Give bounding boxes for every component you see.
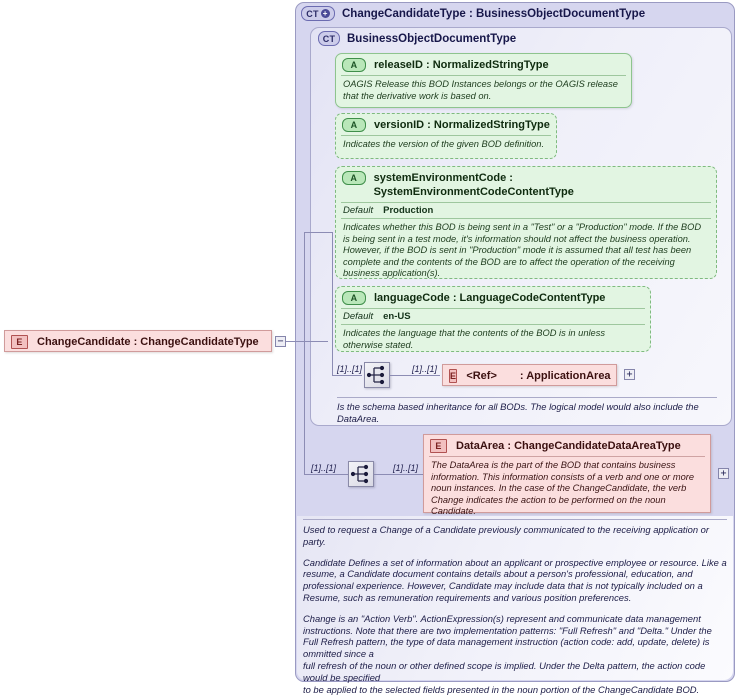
attribute-box-versionid[interactable]: [335, 113, 557, 159]
doc-paragraph: Is the schema based inheritance for all BODs. The logical model would also include the DataArea.: [337, 401, 699, 424]
occurrence-label-right-applicationarea: [1]..[1]: [412, 364, 438, 374]
attribute-badge-icon: A: [342, 291, 366, 305]
doc-paragraph-4: full refresh of the noun or other defined scope is implied. Under the Delta pattern, the action code would be specified: [303, 659, 706, 683]
element-doc-dataarea: The DataArea is the part of the BOD that contains business information. This information consists of a verb and one or more noun instances. In the case of the ChangeCandidate, the verb Change indicates the action to be performed on the noun Candidate.: [431, 460, 695, 516]
sequence-compositor-icon[interactable]: [364, 362, 390, 388]
attribute-header-languagecode: [336, 287, 650, 308]
attribute-default-row-systemenvironmentcode: [336, 203, 716, 218]
attribute-header-releaseid: [336, 54, 631, 75]
connector-line: [332, 375, 362, 376]
default-value: en-US: [383, 311, 411, 322]
attribute-box-releaseid[interactable]: [335, 53, 632, 108]
element-ref-label: <Ref>: [466, 370, 497, 382]
element-type-label-applicationarea: : ApplicationArea: [519, 370, 611, 382]
sequence-compositor-icon-2[interactable]: [348, 461, 374, 487]
default-label: Default: [343, 205, 374, 216]
default-label: Default: [343, 311, 374, 322]
element-header-dataarea: [424, 435, 710, 456]
attribute-default-row-languagecode: [336, 309, 650, 324]
connector-line: [304, 474, 348, 475]
element-badge-icon: E: [450, 371, 457, 381]
attribute-header-systemenvironmentcode: [336, 167, 716, 202]
expand-toggle-dataarea[interactable]: +: [718, 468, 729, 479]
divider: [303, 519, 727, 520]
collapse-toggle-changecandidate[interactable]: −: [275, 336, 286, 347]
complextype-title-businessobjectdocumenttype: [318, 31, 516, 46]
occurrence-label-left-dataarea: [1]..[1]: [311, 463, 337, 473]
complextype-badge-icon: CT +: [301, 6, 335, 21]
expand-toggle-applicationarea[interactable]: +: [624, 369, 635, 380]
attribute-doc-systemenvironmentcode: Indicates whether this BOD is being sent in a "Test" or a "Production" mode. If the BOD is being sent in a test mode, it's information should not affect the business operation. However, if the BOD is sent in "Production" mode it is assumed that all test has been complete and the contents of the BOD are to affect the operation of the receiving business application(s).: [343, 222, 702, 278]
element-header-changecandidate: [5, 331, 271, 352]
attribute-label-versionid: versionID : NormalizedStringType: [374, 119, 550, 131]
connector-line: [374, 474, 424, 475]
element-badge-icon: E: [430, 439, 447, 453]
element-box-changecandidate[interactable]: [4, 330, 272, 352]
doc-paragraph-2: Candidate Defines a set of information about an applicant or prospective employee or resource. Like a resume, a Candidate document contains details about a person's professional, education, and professional experience. However, Candidate may include data that is not typically included on a Resume, such as remuneration requirements and various position preferences.: [303, 556, 727, 603]
attribute-doc-languagecode: Indicates the language that the contents of the BOD is in unless otherwise stated.: [343, 328, 606, 350]
doc-paragraph-5: to be applied to the selected fields presented in the noun portion of the ChangeCandidate BOD.: [303, 683, 700, 695]
attribute-label-languagecode: languageCode : LanguageCodeContentType: [374, 292, 606, 304]
inner-type-documentation: [337, 401, 717, 425]
divider: [337, 397, 717, 398]
connector-line: [332, 232, 333, 375]
connector-line: [286, 341, 328, 342]
doc-paragraph-1: Used to request a Change of a Candidate previously communicated to the receiving application or party.: [303, 524, 709, 547]
attribute-box-languagecode[interactable]: [335, 286, 651, 352]
attribute-doc-versionid: Indicates the version of the given BOD definition.: [343, 139, 545, 149]
attribute-badge-icon: A: [342, 118, 366, 132]
doc-paragraph-3: Change is an "Action Verb". ActionExpression(s) represent and communicate data management instructions. Note that there are two implementation patterns: "Full Refresh" and "Delta." Under the Full Refresh pattern, the type of data management instruction (action code: add, update, delete) is ommitted since a: [303, 612, 712, 660]
complextype-badge-icon-inner: CT: [318, 31, 340, 46]
connector-line: [304, 232, 305, 474]
element-box-applicationarea-ref[interactable]: [442, 364, 617, 386]
default-value: Production: [383, 205, 434, 216]
occurrence-label-right-dataarea: [1]..[1]: [393, 463, 419, 473]
attribute-box-systemenvironmentcode[interactable]: [335, 166, 717, 279]
attribute-badge-icon: A: [342, 58, 366, 72]
element-header-applicationarea: [443, 365, 616, 386]
expand-plus-icon: +: [321, 9, 330, 18]
attribute-header-versionid: [336, 114, 556, 135]
complextype-label: ChangeCandidateType : BusinessObjectDocumentType: [342, 7, 646, 20]
complextype-title-changecandidatetype: [301, 6, 645, 21]
attribute-label-systemenvironmentcode: systemEnvironmentCode : SystemEnvironmentCodeContentType: [373, 172, 574, 198]
occurrence-label-left-applicationarea: [1]..[1]: [337, 364, 363, 374]
connector-line: [390, 375, 440, 376]
element-label-dataarea: DataArea : ChangeCandidateDataAreaType: [456, 440, 681, 452]
attribute-label-releaseid: releaseID : NormalizedStringType: [374, 59, 549, 71]
root-documentation-text: [303, 524, 727, 695]
element-badge-icon: E: [11, 335, 28, 349]
attribute-doc-releaseid: OAGIS Release this BOD Instances belongs or the OAGIS release that the derivative work is based on.: [343, 79, 618, 101]
complextype-label-inner: BusinessObjectDocumentType: [347, 32, 517, 45]
connector-line: [304, 232, 332, 233]
attribute-badge-icon: A: [342, 171, 366, 185]
element-box-dataarea[interactable]: [423, 434, 711, 516]
element-label-changecandidate: ChangeCandidate : ChangeCandidateType: [37, 336, 259, 348]
